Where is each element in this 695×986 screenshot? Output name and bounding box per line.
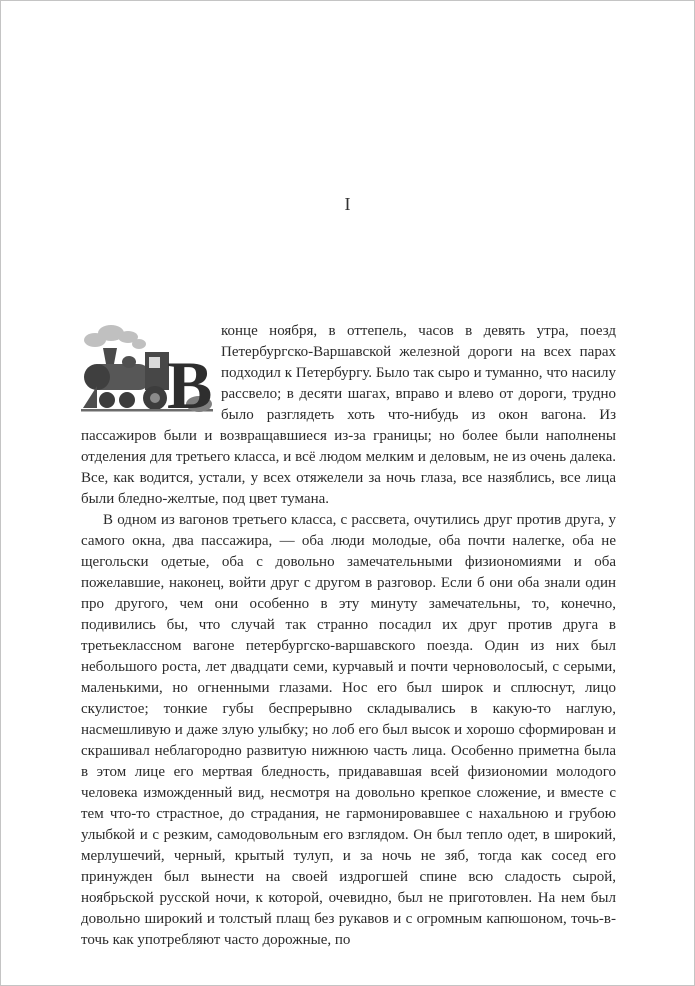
text-block: [81, 321, 616, 951]
paragraph-1: [81, 321, 616, 510]
paragraph-2: В одном из вагонов третьего класса, с рассвета, очутились друг против друга, у самого окна, два пассажира, — оба люди молодые, оба почти налегке, оба не щегольски одетые, оба с довольно замечательными физиономиями и оба пожелавшие, наконец, войти друг с другом в разговор. Если б они оба знали один про другого, чем они особенно в эту минуту замечательны, то, конечно, подивились бы, что случай так странно посадил их друг против друга в третьеклассном вагоне петербургско-варшавского поезда. Один из них был небольшого роста, лет двадцати семи, курчавый и почти черноволосый, с серыми, маленькими, но огненными глазами. Нос его был широк и сплюснут, лицо скулистое; тонкие губы беспрерывно складывались в какую-то наглую, насмешливую и даже злую улыбку; но лоб его был высок и хорошо сформирован и скрашивал неблагородно развитую нижнюю часть лица. Особенно приметна была в этом лице его мертвая бледность, придававшая всей физиономии молодого человека изможденный вид, несмотря на довольно крепкое сложение, и вместе с тем что-то страстное, до страдания, не гармонировавшее с нахальною и грубою улыбкой и с резким, самодовольным его взглядом. Он был тепло одет, в широкий, мерлушечий, черный, крытый тулуп, и за ночь не зяб, тогда как сосед его принужден был вынести на своей издрогшей спине всю сладость сырой, ноябрьской русской ночи, к которой, очевидно, был не приготовлен. На нем был довольно широкий и толстый плащ без рукавов и с огромным капюшоном, точь-в-точь как употребляют часто дорожные, по: [81, 512, 616, 948]
paragraph-1-text: конце ноября, в оттепель, часов в девять утра, поезд Петербургско-Варшавской железной дороги на всех парах подходил к Петербургу. Было так сыро и туманно, что насилу рассвело; в десяти шагах, вправо и влево от дороги, трудно было разглядеть хоть что-нибудь из окон вагона. Из пассажиров были и возвращавшиеся из-за границы; но более были наполнены отделения для третьего класса, и всё людом мелким и деловым, не из очень далека. Все, как водится, устали, у всех отяжелели за ночь глаза, все назяблись, все лица были бледно-желтые, под цвет тумана.: [81, 323, 616, 507]
drop-cap-letter: В: [167, 347, 213, 423]
dropcap-locomotive-illustration: [81, 324, 213, 424]
chapter-numeral: I: [344, 194, 351, 214]
smoke-icon: [84, 325, 146, 349]
